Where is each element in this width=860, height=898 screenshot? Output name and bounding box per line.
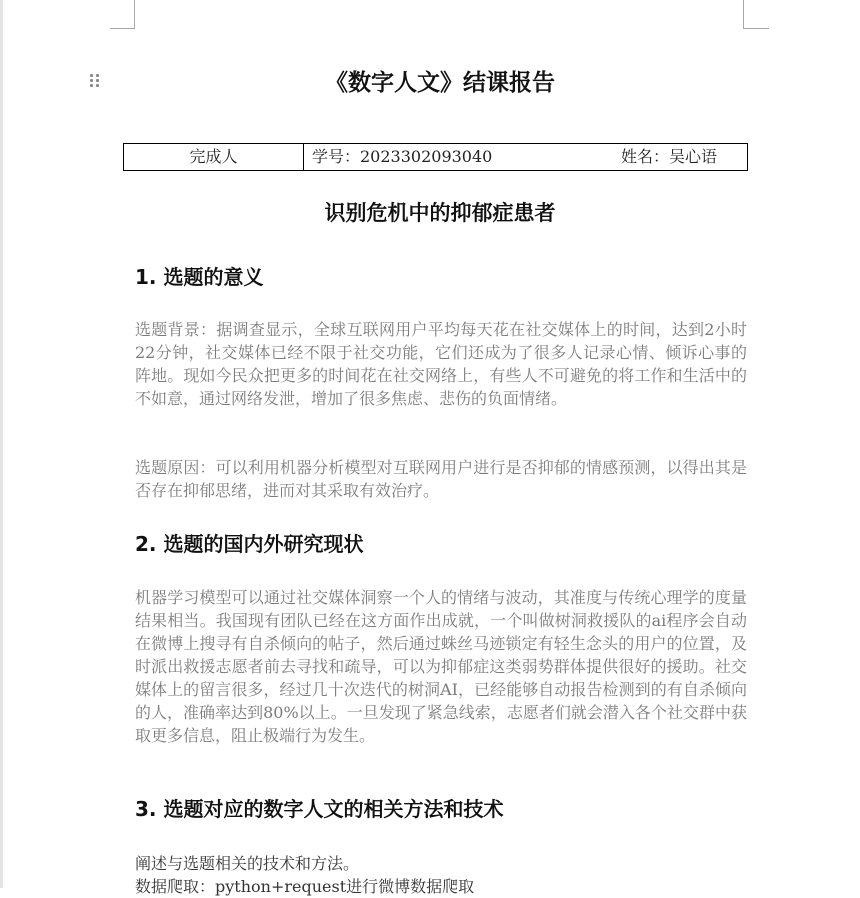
paragraph[interactable]: 机器学习模型可以通过社交媒体洞察一个人的情绪与波动，其准度与传统心理学的度量结果相当。我国现有团队已经在这方面作出成就，一个叫做树洞救援队的ai程序会自动在微博上搜寻有自杀倾向的帖子，然后通过蛛丝马迹锁定有轻生念头的用户的位置，及时派出救援志愿者前去寻找和疏导，可以为抑郁症这类弱势群体提供很好的援助。社交媒体上的留言很多，经过几十次迭代的树洞AI，已经能够自动报告检测到的有自杀倾向的人，准确率达到80%以上。一旦发现了紧急线索，志愿者们就会潜入各个社交群中获取更多信息，阻止极端行为发生。 [135, 588, 747, 745]
author-details-cell[interactable] [304, 144, 747, 170]
crop-mark-top-left [110, 28, 135, 29]
section-heading[interactable]: 1. 选题的意义 [135, 265, 264, 289]
author-label-cell[interactable]: 完成人 [124, 144, 304, 170]
crop-mark-top-right [743, 0, 744, 29]
student-id: 学号：2023302093040 [312, 147, 493, 166]
author-info-table [123, 143, 748, 171]
section-heading[interactable]: 2. 选题的国内外研究现状 [135, 532, 364, 556]
student-name: 姓名：吴心语 [620, 147, 717, 166]
paragraph[interactable]: 阐述与选题相关的技术和方法。 [135, 854, 360, 873]
paragraph[interactable]: 选题原因：可以利用机器分析模型对互联网用户进行是否抑郁的情感预测，以得出其是否存在抑郁思绪，进而对其采取有效治疗。 [135, 458, 747, 500]
crop-mark-top-left [134, 0, 135, 29]
crop-mark-top-right [743, 28, 769, 29]
paragraph[interactable]: 选题背景：据调查显示，全球互联网用户平均每天花在社交媒体上的时间，达到2小时22分钟，社交媒体已经不限于社交功能，它们还成为了很多人记录心情、倾诉心事的阵地。现如今民众把更多的时间花在社交网络上，有些人不可避免的将工作和生活中的不如意，通过网络发泄，增加了很多焦虑、悲伤的负面情绪。 [135, 320, 747, 408]
paragraph[interactable]: 数据爬取：python+request进行微博数据爬取 [135, 877, 475, 896]
section-heading[interactable]: 3. 选题对应的数字人文的相关方法和技术 [135, 797, 504, 821]
block-drag-handle-icon[interactable] [90, 74, 102, 92]
document-title[interactable]: 《数字人文》结课报告 [325, 70, 555, 96]
report-topic[interactable]: 识别危机中的抑郁症患者 [324, 200, 556, 225]
page-left-edge [0, 0, 3, 888]
